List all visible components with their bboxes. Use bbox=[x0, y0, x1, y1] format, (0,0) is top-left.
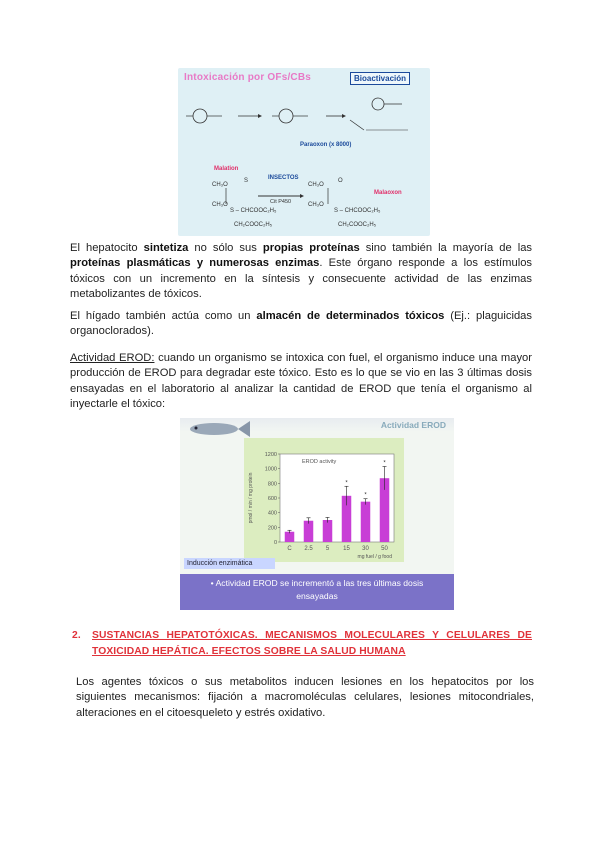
slide-note bbox=[180, 574, 454, 610]
x-tick-label: 15 bbox=[343, 546, 350, 552]
benzene-ring-icon bbox=[193, 109, 207, 123]
plot-frame bbox=[280, 454, 394, 542]
ester-chain: CH₂COOC₂H₅ bbox=[338, 222, 377, 228]
x-tick-label: 5 bbox=[325, 546, 330, 552]
bar-C bbox=[285, 532, 295, 542]
slide-title: Actividad EROD bbox=[380, 420, 446, 430]
methoxy-group: CH₃O bbox=[212, 202, 228, 208]
bioactivation-slide bbox=[178, 68, 430, 236]
ester-chain: CH₂COOC₂H₅ bbox=[234, 222, 273, 228]
malaoxon-label: Malaoxon bbox=[374, 190, 402, 196]
x-tick-label: 50 bbox=[381, 546, 388, 552]
paraoxon-label: Paraoxon (x 8000) bbox=[300, 142, 352, 148]
benzene-ring-icon bbox=[372, 98, 384, 110]
bar-5 bbox=[323, 520, 333, 542]
paragraph-mechanisms: Los agentes tóxicos o sus metabolitos inducen lesiones en los hepatocitos por los siguientes mecanismos: fijación a macromoléculas celulares, lesiones mitocondriales, alteraciones en el citoesqueleto y estrés oxidativo. bbox=[76, 676, 534, 719]
paragraph-storage: El hígado también actúa como un almacén de determinados tóxicos (Ej.: plaguicidas organoclorados). bbox=[70, 310, 532, 338]
y-tick-label: 600 bbox=[267, 496, 277, 502]
note-text: • Actividad EROD se incrementó a las tres últimas dosis ensayadas bbox=[210, 578, 424, 601]
erod-bar-chart bbox=[244, 438, 404, 562]
x-tick-label: 2.5 bbox=[304, 546, 313, 552]
paragraph-erod: Actividad EROD: cuando un organismo se intoxica con fuel, el organismo induce una mayor producción de EROD para degradar este tóxico. Esto es lo que se vio en las 3 últimas dosis ensayadas en el laboratorio al analizar la cantidad de EROD que tenía el organismo al inyectarle el tóxico: bbox=[70, 352, 532, 410]
y-axis-label: pmol / min / mg protein bbox=[248, 472, 254, 524]
cyp-label: Cit P450 bbox=[270, 199, 292, 205]
methoxy-group: CH₃O bbox=[308, 202, 324, 208]
ester-chain: S – CHCOOC₂H₅ bbox=[230, 208, 277, 214]
insects-label: INSECTOS bbox=[268, 175, 299, 181]
significance-marker: * bbox=[345, 480, 348, 487]
paragraph-synthesis: El hepatocito sintetiza no sólo sus propias proteínas sino también la mayoría de las proteínas plasmáticas y numerosas enzimas. Este órgano responde a los estímulos tóxicos con un incremento en la síntesis y consecuente actividad de las enzimas metabolizantes de tóxicos. bbox=[70, 242, 533, 300]
induction-label: Inducción enzimática bbox=[184, 558, 275, 569]
fish-icon bbox=[184, 418, 254, 440]
benzene-ring-icon bbox=[279, 109, 293, 123]
significance-marker: * bbox=[364, 492, 367, 499]
reaction-scheme bbox=[178, 68, 430, 236]
methoxy-group: CH₃O bbox=[212, 182, 228, 188]
section-number: 2. bbox=[72, 630, 81, 641]
y-tick-label: 200 bbox=[267, 525, 277, 532]
y-tick-label: 1000 bbox=[264, 466, 277, 473]
section-heading bbox=[72, 628, 532, 660]
chart-title: EROD activity bbox=[302, 459, 337, 465]
bar-30 bbox=[361, 502, 371, 542]
malathion-label: Malation bbox=[214, 166, 239, 172]
bar-2.5 bbox=[304, 521, 314, 542]
x-tick-label: 30 bbox=[362, 546, 369, 552]
x-tick-label: C bbox=[287, 546, 292, 552]
y-tick-label: 1200 bbox=[264, 452, 277, 458]
erod-slide bbox=[180, 418, 454, 610]
section-title: SUSTANCIAS HEPATOTÓXICAS. MECANISMOS MOLECULARES Y CELULARES DE TOXICIDAD HEPÁTICA. EFECTOS SOBRE LA SALUD HUMANA bbox=[92, 630, 532, 657]
significance-marker: * bbox=[383, 460, 386, 467]
y-tick-label: 400 bbox=[267, 510, 277, 517]
sulfur-atom: S bbox=[244, 178, 249, 184]
ester-chain: S – CHCOOC₂H₅ bbox=[334, 208, 381, 214]
oxygen-atom: O bbox=[338, 178, 343, 184]
methoxy-group: CH₃O bbox=[308, 182, 324, 188]
y-tick-label: 0 bbox=[273, 540, 277, 546]
chart-area bbox=[244, 438, 404, 562]
slide-title: Intoxicación por OFs/CBs bbox=[184, 72, 312, 83]
y-tick-label: 800 bbox=[267, 481, 277, 488]
bioactivation-label: Bioactivación bbox=[350, 72, 410, 85]
x-axis-label: mg fuel / g food bbox=[357, 554, 392, 560]
